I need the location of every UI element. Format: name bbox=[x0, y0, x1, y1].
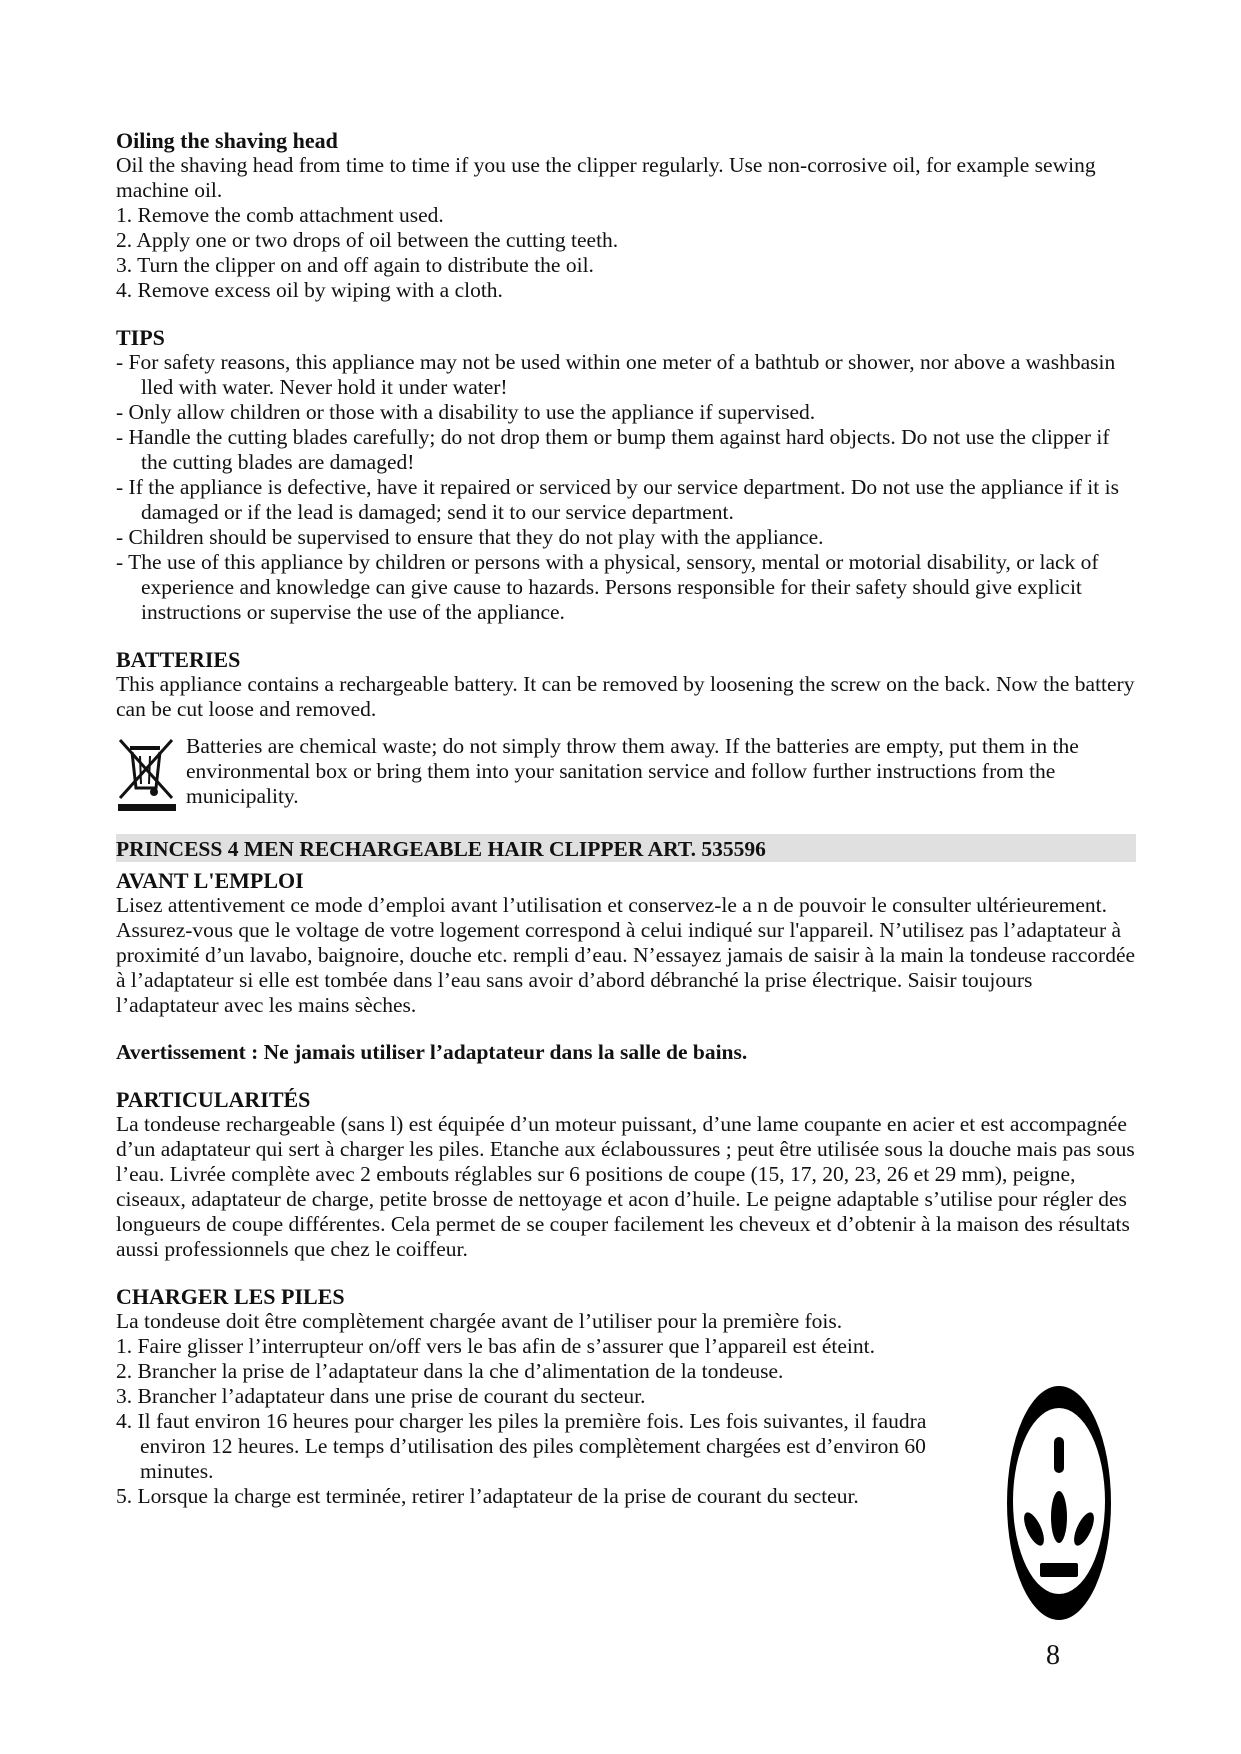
weee-text: Batteries are chemical waste; do not simply throw them away. If the batteries are empty, put them in the environmental box or bring them into your sanitation service and follow further instructions from the municipality. bbox=[186, 734, 1079, 808]
page-number: 8 bbox=[1046, 1640, 1060, 1671]
charger-section bbox=[116, 1309, 966, 1509]
charger-step: 3. Brancher l’adaptateur dans une prise de courant du secteur. bbox=[116, 1384, 646, 1408]
charger-intro: La tondeuse doit être complètement chargée avant de l’utiliser pour la première fois. bbox=[116, 1309, 843, 1333]
charger-step: 4. Il faut environ 16 heures pour charger les piles la première fois. Les fois suivantes, il faudra environ 12 heures. Le temps d’utilisation des piles complètement chargées est d’environ 60 minutes. bbox=[116, 1409, 927, 1483]
manual-page bbox=[116, 128, 1136, 1509]
tip-item: - The use of this appliance by children or persons with a physical, sensory, mental or motorial disability, or lack of experience and knowledge can give cause to hazards. Persons responsible for their safety should give explicit instructions or supervise the use of the appliance. bbox=[116, 550, 1099, 624]
batteries-text: This appliance contains a rechargeable battery. It can be removed by loosening the screw on the back. Now the battery can be cut loose and removed. bbox=[116, 672, 1135, 721]
tip-item: - Handle the cutting blades carefully; do not drop them or bump them against hard objects. Do not use the clipper if the cutting blades are damaged! bbox=[116, 425, 1110, 474]
charger-step: 5. Lorsque la charge est terminée, retirer l’adaptateur de la prise de courant du secteur. bbox=[116, 1484, 859, 1508]
tip-item: - For safety reasons, this appliance may not be used within one meter of a bathtub or shower, nor above a washbasin lled with water. Never hold it under water! bbox=[116, 350, 1116, 399]
oiling-step: 1. Remove the comb attachment used. bbox=[116, 203, 444, 227]
particularites-heading: PARTICULARITÉS bbox=[116, 1087, 311, 1112]
charger-step: 1. Faire glisser l’interrupteur on/off vers le bas afin de s’assurer que l’appareil est éteint. bbox=[116, 1334, 876, 1358]
avant-heading: AVANT L'EMPLOI bbox=[116, 868, 304, 893]
oiling-heading: Oiling the shaving head bbox=[116, 128, 338, 153]
oiling-intro: Oil the shaving head from time to time if you use the clipper regularly. Use non-corrosive oil, for example sewing machine oil. bbox=[116, 153, 1096, 202]
tip-item: - Children should be supervised to ensure that they do not play with the appliance. bbox=[116, 525, 824, 549]
charger-step: 2. Brancher la prise de l’adaptateur dans la che d’alimentation de la tondeuse. bbox=[116, 1359, 784, 1383]
tip-item: - If the appliance is defective, have it repaired or serviced by our service department. Do not use the appliance if it is damaged or if the lead is damaged; send it to our service department. bbox=[116, 475, 1119, 524]
particularites-text: La tondeuse rechargeable (sans l) est équipée d’un moteur puissant, d’une lame coupante en acier et est accompagnée d’un adaptateur qui sert à charger les piles. Etanche aux éclaboussures ; peut être utilisée sous la douche mais pas sous l’eau. Livrée complète avec 2 embouts réglables sur 6 positions de coupe (15, 17, 20, 23, 26 et 29 mm), peigne, ciseaux, adaptateur de charge, petite brosse de nettoyage et acon d’huile. Le peigne adaptable s’utilise pour régler des longueurs de coupe différentes. Cela permet de se couper facilement les cheveux et d’obtenir à la maison des résultats aussi professionnels que chez le coiffeur. bbox=[116, 1112, 1135, 1261]
crossed-bin-icon bbox=[116, 736, 178, 812]
oiling-step: 3. Turn the clipper on and off again to distribute the oil. bbox=[116, 253, 594, 277]
batteries-heading: BATTERIES bbox=[116, 647, 241, 672]
tips-heading: TIPS bbox=[116, 325, 165, 350]
warning-text: Avertissement : Ne jamais utiliser l’adaptateur dans la salle de bains. bbox=[116, 1040, 748, 1064]
charger-heading: CHARGER LES PILES bbox=[116, 1284, 345, 1309]
oiling-step: 2. Apply one or two drops of oil between the cutting teeth. bbox=[116, 228, 619, 252]
tip-item: - Only allow children or those with a disability to use the appliance if supervised. bbox=[116, 400, 816, 424]
avant-text: Lisez attentivement ce mode d’emploi avant l’utilisation et conservez-le a n de pouvoir le consulter ultérieurement. Assurez-vous que le voltage de votre logement correspond à celui indiqué sur l'appareil. N’utilisez pas l’adaptateur à proximité d’un lavabo, baignoire, douche etc. rempli d’eau. N’essayez jamais de saisir à la main la tondeuse raccordée à l’adaptateur si elle est tombée dans l’eau sans avoir d’abord débranché la prise électrique. Saisir toujours l’adaptateur avec les mains sèches. bbox=[116, 893, 1136, 1017]
oiling-step: 4. Remove excess oil by wiping with a cloth. bbox=[116, 278, 503, 302]
product-header-bar: PRINCESS 4 MEN RECHARGEABLE HAIR CLIPPER ART. 535596 bbox=[116, 834, 1136, 862]
weee-notice bbox=[116, 734, 1136, 812]
princess-logo bbox=[1004, 1383, 1114, 1623]
